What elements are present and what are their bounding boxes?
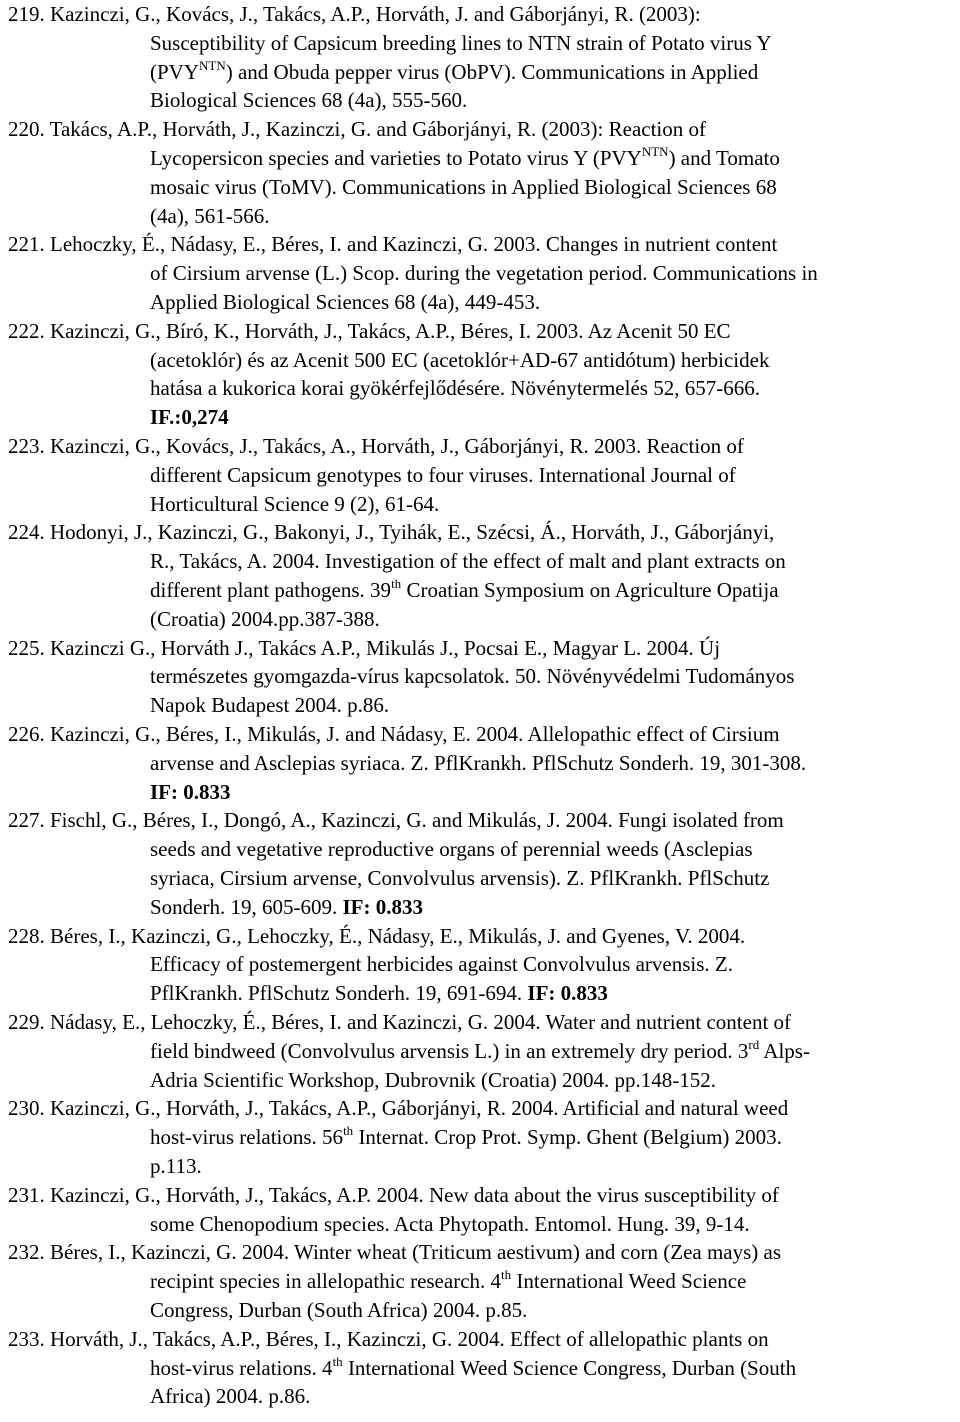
reference-text: ) and Tomato xyxy=(668,145,780,170)
reference-line xyxy=(8,0,956,29)
reference-text: Kazinczi, G., Kovács, J., Takács, A.P., Horváth, J. and Gáborjányi, R. (2003): xyxy=(50,2,701,26)
reference-line xyxy=(8,173,956,202)
reference-line xyxy=(8,230,956,259)
reference-entry xyxy=(8,806,956,921)
reference-text: Alps- xyxy=(759,1038,810,1063)
reference-line xyxy=(8,317,956,346)
reference-line xyxy=(8,576,956,605)
reference-line xyxy=(8,547,956,576)
reference-text: Kazinczi, G., Horváth, J., Takács, A.P. 2004. New data about the virus susceptibility of xyxy=(50,1182,779,1207)
impact-factor: IF: 0.833 xyxy=(527,981,608,1006)
reference-text: International Weed Science Congress, Durban (South xyxy=(342,1355,797,1380)
reference-entry xyxy=(8,1325,956,1411)
reference-line xyxy=(8,835,956,864)
reference-line xyxy=(8,634,956,663)
reference-entry xyxy=(8,432,956,518)
reference-line xyxy=(8,1238,956,1267)
reference-line xyxy=(8,1123,956,1152)
reference-text: hatása a kukorica korai gyökérfejlődésére. Növénytermelés 52, 657-666. xyxy=(150,376,760,401)
reference-text: R., Takács, A. 2004. Investigation of the effect of malt and plant extracts on xyxy=(150,549,786,574)
reference-text: Sonderh. 19, 605-609. xyxy=(150,894,343,919)
reference-text: host-virus relations. 4 xyxy=(150,1355,333,1380)
reference-line xyxy=(8,29,956,58)
reference-line xyxy=(8,1210,956,1239)
reference-text: Kazinczi, G., Kovács, J., Takács, A., Horváth, J., Gáborjányi, R. 2003. Reaction of xyxy=(50,434,744,458)
reference-line xyxy=(8,461,956,490)
reference-line xyxy=(8,1296,956,1325)
reference-text: Kazinczi, G., Béres, I., Mikulás, J. and Nádasy, E. 2004. Allelopathic effect of Cirsium xyxy=(50,722,780,746)
reference-entry xyxy=(8,634,956,720)
reference-entry xyxy=(8,1238,956,1324)
reference-text: (acetoklór) és az Acenit 500 EC (acetoklór+AD-67 antidótum) herbicidek xyxy=(150,347,770,372)
reference-number: 227. xyxy=(8,808,50,833)
reference-text: arvense and Asclepias syriaca. Z. PflKrankh. PflSchutz Sonderh. 19, 301-308. xyxy=(150,750,807,775)
reference-text: Kazinczi, G., Horváth, J., Takács, A.P., Gáborjányi, R. 2004. Artificial and natural weed xyxy=(50,1096,789,1121)
reference-number: 232. xyxy=(8,1240,50,1265)
reference-line xyxy=(8,1354,956,1383)
impact-factor: IF: 0.833 xyxy=(342,894,423,919)
reference-text: Susceptibility of Capsicum breeding lines to NTN strain of Potato virus Y xyxy=(150,30,772,55)
reference-line xyxy=(8,1382,956,1411)
reference-entry xyxy=(8,518,956,633)
reference-text: (PVY xyxy=(150,59,200,84)
reference-text: mosaic virus (ToMV). Communications in Applied Biological Sciences 68 xyxy=(150,174,777,199)
reference-text: Africa) 2004. p.86. xyxy=(150,1384,311,1409)
reference-line xyxy=(8,1325,956,1354)
reference-number: 219. xyxy=(8,2,50,26)
reference-entry xyxy=(8,0,956,115)
reference-text: ) and Obuda pepper virus (ObPV). Communications in Applied xyxy=(225,59,759,84)
reference-superscript: th xyxy=(501,1267,512,1283)
reference-text: different plant pathogens. 39 xyxy=(150,577,392,602)
impact-factor: IF: 0.833 xyxy=(150,779,231,804)
reference-text: Horváth, J., Takács, A.P., Béres, I., Kazinczi, G. 2004. Effect of allelopathic plants on xyxy=(50,1326,769,1351)
reference-line xyxy=(8,979,956,1008)
reference-line xyxy=(8,518,956,547)
reference-entry xyxy=(8,230,956,316)
reference-line xyxy=(8,864,956,893)
reference-text: Adria Scientific Workshop, Dubrovnik (Croatia) 2004. pp.148-152. xyxy=(150,1067,716,1092)
reference-line xyxy=(8,288,956,317)
reference-text: Takács, A.P., Horváth, J., Kazinczi, G. and Gáborjányi, R. (2003): Reaction of xyxy=(49,117,706,142)
reference-line xyxy=(8,893,956,922)
reference-superscript: th xyxy=(343,1123,354,1139)
reference-entry xyxy=(8,1094,956,1180)
reference-text: field bindweed (Convolvulus arvensis L.) in an extremely dry period. 3 xyxy=(150,1038,749,1063)
reference-line xyxy=(8,720,956,749)
reference-number: 226. xyxy=(8,722,50,746)
reference-line xyxy=(8,1181,956,1210)
reference-text: p.113. xyxy=(150,1153,202,1178)
reference-text: Lycopersicon species and varieties to Potato virus Y (PVY xyxy=(150,145,642,170)
reference-line xyxy=(8,202,956,231)
reference-text: International Weed Science xyxy=(511,1269,747,1294)
reference-text: természetes gyomgazda-vírus kapcsolatok. 50. Növényvédelmi Tudományos xyxy=(150,664,795,689)
reference-text: PflKrankh. PflSchutz Sonderh. 19, 691-694. xyxy=(150,981,528,1006)
reference-text: Internat. Crop Prot. Symp. Ghent (Belgium) 2003. xyxy=(353,1125,782,1150)
reference-line xyxy=(8,806,956,835)
reference-text: seeds and vegetative reproductive organs of perennial weeds (Asclepias xyxy=(150,837,753,862)
reference-entry xyxy=(8,720,956,806)
reference-number: 221. xyxy=(8,232,50,257)
reference-line xyxy=(8,1037,956,1066)
reference-line xyxy=(8,778,956,807)
reference-text: Congress, Durban (South Africa) 2004. p.85. xyxy=(150,1297,528,1322)
reference-line xyxy=(8,950,956,979)
reference-text: Kazinczi, G., Bíró, K., Horváth, J., Takács, A.P., Béres, I. 2003. Az Acenit 50 EC xyxy=(50,318,731,343)
reference-text: host-virus relations. 56 xyxy=(150,1125,344,1150)
reference-line xyxy=(8,749,956,778)
reference-number: 225. xyxy=(8,635,50,660)
reference-line xyxy=(8,1066,956,1095)
reference-text: of Cirsium arvense (L.) Scop. during the vegetation period. Communications in xyxy=(150,261,818,286)
reference-number: 228. xyxy=(8,923,50,948)
reference-line xyxy=(8,922,956,951)
reference-superscript: th xyxy=(332,1353,343,1369)
reference-line xyxy=(8,662,956,691)
reference-line xyxy=(8,691,956,720)
reference-entry xyxy=(8,115,956,230)
reference-number: 231. xyxy=(8,1182,50,1207)
reference-text: Fischl, G., Béres, I., Dongó, A., Kazinczi, G. and Mikulás, J. 2004. Fungi isolated from xyxy=(50,808,784,833)
reference-text: (Croatia) 2004.pp.387-388. xyxy=(150,606,380,631)
reference-line xyxy=(8,432,956,461)
reference-text: (4a), 561-566. xyxy=(150,203,270,228)
reference-line xyxy=(8,605,956,634)
reference-line xyxy=(8,403,956,432)
reference-text: some Chenopodium species. Acta Phytopath. Entomol. Hung. 39, 9-14. xyxy=(150,1211,750,1236)
reference-text: syriaca, Cirsium arvense, Convolvulus arvensis). Z. PflKrankh. PflSchutz xyxy=(150,865,770,890)
reference-superscript: NTN xyxy=(641,143,669,159)
reference-number: 222. xyxy=(8,318,50,343)
reference-text: Béres, I., Kazinczi, G., Lehoczky, É., Nádasy, E., Mikulás, J. and Gyenes, V. 2004. xyxy=(50,923,746,948)
reference-text: Hodonyi, J., Kazinczi, G., Bakonyi, J., Tyihák, E., Szécsi, Á., Horváth, J., Gáborjányi, xyxy=(50,520,775,545)
reference-entry xyxy=(8,1181,956,1239)
reference-superscript: th xyxy=(391,575,402,591)
reference-line xyxy=(8,86,956,115)
reference-text: Efficacy of postemergent herbicides against Convolvulus arvensis. Z. xyxy=(150,952,733,977)
reference-line xyxy=(8,259,956,288)
reference-superscript: rd xyxy=(748,1036,760,1052)
reference-text: recipint species in allelopathic research. 4 xyxy=(150,1269,502,1294)
reference-text: Kazinczi G., Horváth J., Takács A.P., Mikulás J., Pocsai E., Magyar L. 2004. Új xyxy=(50,635,721,660)
reference-text: Applied Biological Sciences 68 (4a), 449-453. xyxy=(150,289,541,314)
reference-number: 233. xyxy=(8,1326,50,1351)
reference-number: 220. xyxy=(8,117,50,142)
reference-text: Napok Budapest 2004. p.86. xyxy=(150,693,390,718)
reference-text: Croatian Symposium on Agriculture Opatija xyxy=(401,577,779,602)
reference-text: Biological Sciences 68 (4a), 555-560. xyxy=(150,88,468,113)
reference-text: Horticultural Science 9 (2), 61-64. xyxy=(150,491,440,516)
reference-line xyxy=(8,1008,956,1037)
reference-entry xyxy=(8,922,956,1008)
reference-text: Lehoczky, É., Nádasy, E., Béres, I. and Kazinczi, G. 2003. Changes in nutrient content xyxy=(50,232,778,257)
reference-number: 229. xyxy=(8,1010,50,1034)
reference-text: different Capsicum genotypes to four viruses. International Journal of xyxy=(150,462,736,487)
reference-line xyxy=(8,1267,956,1296)
reference-line xyxy=(8,58,956,87)
reference-line xyxy=(8,490,956,519)
reference-line xyxy=(8,374,956,403)
reference-line xyxy=(8,144,956,173)
reference-line xyxy=(8,115,956,144)
reference-line xyxy=(8,1152,956,1181)
reference-line xyxy=(8,346,956,375)
reference-text: Nádasy, E., Lehoczky, É., Béres, I. and Kazinczi, G. 2004. Water and nutrient content of xyxy=(50,1010,792,1034)
reference-number: 224. xyxy=(8,520,50,545)
reference-text: Béres, I., Kazinczi, G. 2004. Winter wheat (Triticum aestivum) and corn (Zea mays) as xyxy=(50,1240,782,1265)
reference-line xyxy=(8,1094,956,1123)
reference-number: 230. xyxy=(8,1096,50,1121)
reference-number: 223. xyxy=(8,434,50,458)
reference-entry xyxy=(8,317,956,432)
reference-entry xyxy=(8,1008,956,1094)
impact-factor: IF.:0,274 xyxy=(150,405,229,430)
reference-superscript: NTN xyxy=(199,57,226,73)
